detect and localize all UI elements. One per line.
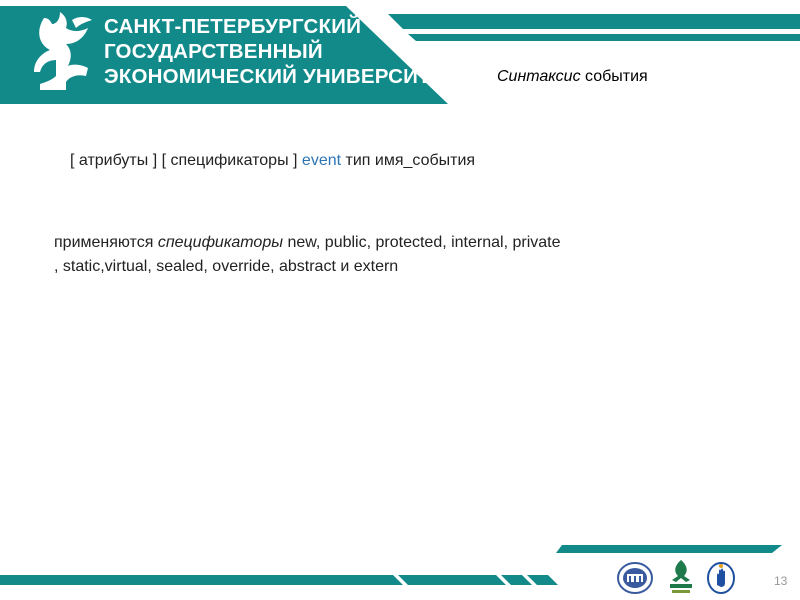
specifiers-line-2: , static,virtual, sealed, override, abstract и extern — [54, 258, 399, 275]
footer-seg-1 — [0, 575, 403, 585]
university-name-line-2: ГОСУДАРСТВЕННЫЙ — [104, 40, 323, 63]
university-name-line-1: САНКТ-ПЕТЕРБУРГСКИЙ — [104, 15, 362, 38]
slide-title-italic: Синтаксис — [497, 68, 581, 85]
fisej-emblem-icon — [664, 558, 698, 596]
footer-seg-2 — [398, 575, 506, 585]
specifiers-paragraph — [54, 231, 704, 279]
specifiers-line-1-rest: new, public, protected, internal, private — [283, 234, 561, 251]
syntax-keyword: event — [301, 152, 342, 169]
university-name — [104, 14, 457, 89]
university-seal-icon — [616, 561, 654, 595]
footer-top-stripe — [556, 545, 782, 553]
specifiers-prefix: применяются — [54, 234, 158, 251]
specifiers-term: спецификаторы — [157, 234, 283, 251]
slide-title — [497, 68, 648, 86]
griffin-logo-icon — [26, 10, 96, 94]
footer-seg-4 — [527, 575, 558, 585]
syntax-after: тип имя_события — [341, 152, 476, 169]
header-mid-stripe — [408, 34, 800, 41]
slide-title-rest: события — [580, 68, 648, 85]
syntax-line — [70, 152, 475, 170]
hand-emblem-icon — [706, 561, 736, 595]
university-name-line-3: ЭКОНОМИЧЕСКИЙ УНИВЕРСИТЕТ — [104, 65, 458, 88]
footer-seg-3 — [501, 575, 532, 585]
specifiers-line-1 — [54, 231, 704, 255]
page-number: 13 — [774, 574, 788, 588]
syntax-before: [ атрибуты ] [ спецификаторы ] — [70, 152, 302, 169]
